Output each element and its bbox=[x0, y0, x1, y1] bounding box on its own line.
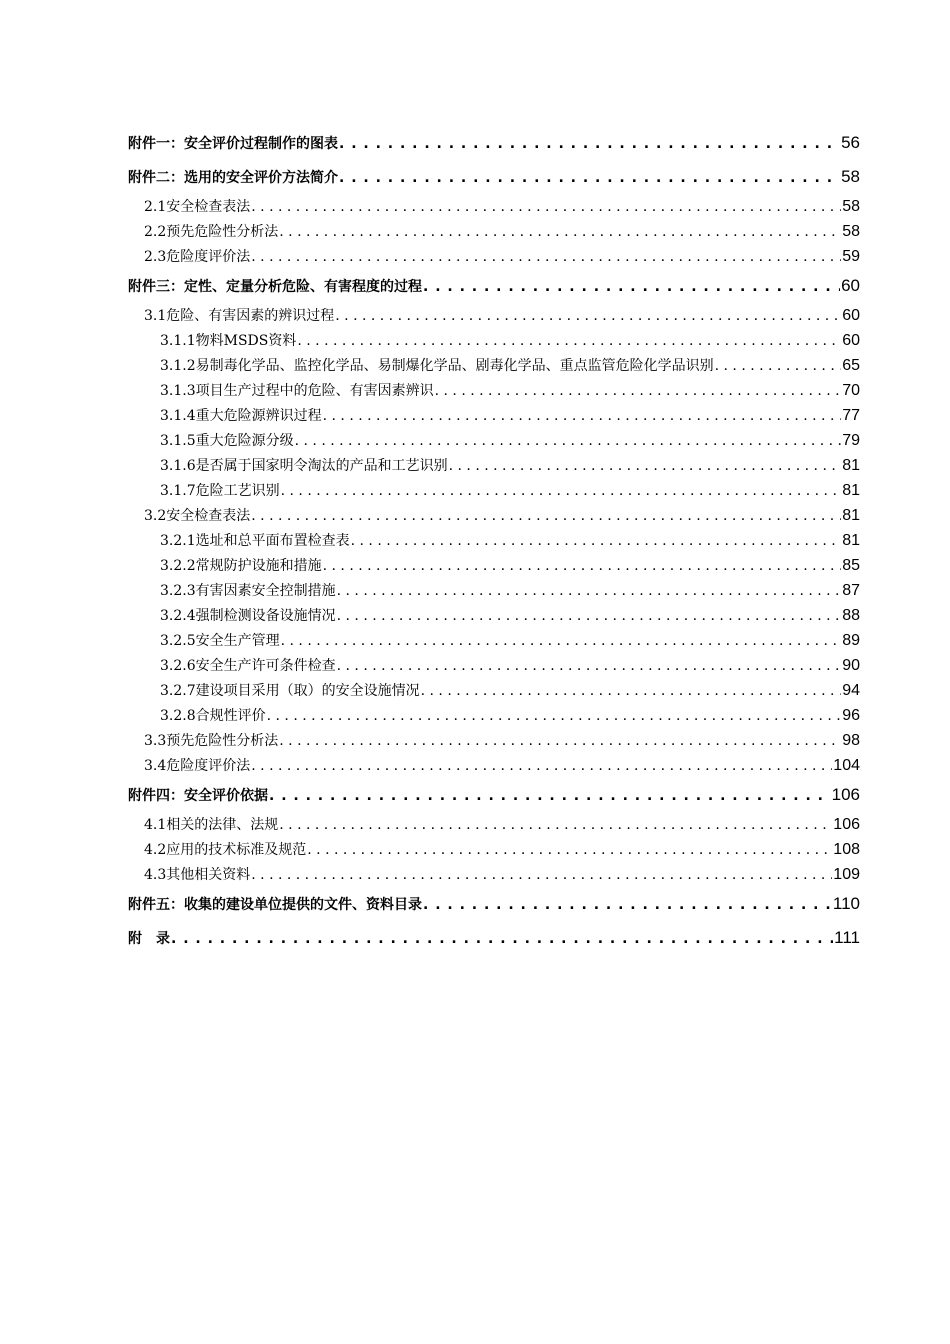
toc-entry-page-number: 94 bbox=[842, 682, 860, 699]
dot-leader bbox=[251, 863, 832, 888]
dot-leader bbox=[267, 704, 842, 729]
dot-leader bbox=[423, 270, 840, 304]
dot-leader bbox=[251, 245, 841, 270]
toc-entry-title: 3.1.5重大危险源分级 bbox=[160, 433, 294, 449]
toc-entry-page-number: 110 bbox=[832, 894, 860, 913]
toc-entry-title: 2.3危险度评价法 bbox=[144, 249, 251, 265]
toc-entry-level-1[interactable] bbox=[128, 160, 860, 194]
toc-entry-page-number: 111 bbox=[834, 928, 860, 947]
table-of-contents bbox=[128, 126, 860, 955]
toc-entry-level-2[interactable] bbox=[128, 862, 860, 887]
toc-entry-page-number: 109 bbox=[833, 866, 860, 883]
toc-entry-page-number: 58 bbox=[841, 167, 860, 186]
toc-entry-title: 3.2.1选址和总平面布置检查表 bbox=[160, 533, 350, 549]
toc-entry-page-number: 77 bbox=[842, 407, 860, 424]
toc-entry-level-3[interactable] bbox=[128, 403, 860, 428]
toc-entry-title: 3.1.3项目生产过程中的危险、有害因素辨识 bbox=[160, 383, 434, 399]
toc-entry-title: 4.2应用的技术标准及规范 bbox=[144, 842, 307, 858]
toc-entry-title: 3.1.4重大危险源辨识过程 bbox=[160, 408, 322, 424]
toc-entry-title: 3.4危险度评价法 bbox=[144, 758, 251, 774]
toc-entry-level-1[interactable] bbox=[128, 887, 860, 921]
dot-leader bbox=[337, 604, 842, 629]
toc-entry-title: 3.1.6是否属于国家明令淘汰的产品和工艺识别 bbox=[160, 458, 448, 474]
dot-leader bbox=[351, 529, 842, 554]
toc-entry-level-2[interactable] bbox=[128, 194, 860, 219]
dot-leader bbox=[337, 654, 842, 679]
dot-leader bbox=[251, 195, 841, 220]
toc-entry-page-number: 89 bbox=[842, 632, 860, 649]
toc-entry-title: 3.1.1物料MSDS资料 bbox=[160, 333, 297, 349]
toc-entry-level-1[interactable] bbox=[128, 126, 860, 160]
toc-entry-page-number: 65 bbox=[842, 357, 860, 374]
dot-leader bbox=[323, 554, 842, 579]
toc-entry-page-number: 106 bbox=[833, 816, 860, 833]
toc-entry-title: 3.1.7危险工艺识别 bbox=[160, 483, 280, 499]
toc-entry-page-number: 60 bbox=[842, 332, 860, 349]
toc-entry-title: 附 录 bbox=[128, 931, 170, 947]
toc-entry-title: 4.1相关的法律、法规 bbox=[144, 817, 279, 833]
toc-entry-level-1[interactable] bbox=[128, 269, 860, 303]
toc-entry-page-number: 79 bbox=[842, 432, 860, 449]
toc-entry-title: 附件四：安全评价依据 bbox=[128, 788, 268, 804]
toc-entry-page-number: 81 bbox=[842, 507, 860, 524]
dot-leader bbox=[295, 429, 842, 454]
toc-entry-level-3[interactable] bbox=[128, 378, 860, 403]
dot-leader bbox=[251, 754, 832, 779]
toc-entry-title: 3.2.8合规性评价 bbox=[160, 708, 266, 724]
toc-entry-page-number: 87 bbox=[842, 582, 860, 599]
toc-entry-level-3[interactable] bbox=[128, 553, 860, 578]
toc-entry-page-number: 81 bbox=[842, 482, 860, 499]
dot-leader bbox=[335, 304, 841, 329]
toc-entry-page-number: 96 bbox=[842, 707, 860, 724]
dot-leader bbox=[449, 454, 842, 479]
dot-leader bbox=[435, 379, 842, 404]
toc-entry-level-2[interactable] bbox=[128, 244, 860, 269]
toc-entry-page-number: 70 bbox=[842, 382, 860, 399]
toc-entry-level-2[interactable] bbox=[128, 728, 860, 753]
toc-entry-level-2[interactable] bbox=[128, 837, 860, 862]
toc-entry-title: 3.1.2易制毒化学品、监控化学品、易制爆化学品、剧毒化学品、重点监管危险化学品识别 bbox=[160, 358, 714, 374]
toc-entry-title: 附件一：安全评价过程制作的图表 bbox=[128, 136, 338, 152]
toc-entry-title: 3.2.7建设项目采用（取）的安全设施情况 bbox=[160, 683, 420, 699]
toc-entry-level-1[interactable] bbox=[128, 921, 860, 955]
dot-leader bbox=[339, 161, 840, 195]
toc-entry-title: 3.2安全检查表法 bbox=[144, 508, 251, 524]
toc-entry-level-3[interactable] bbox=[128, 678, 860, 703]
toc-entry-page-number: 81 bbox=[842, 532, 860, 549]
toc-entry-page-number: 90 bbox=[842, 657, 860, 674]
toc-entry-title: 附件二：选用的安全评价方法简介 bbox=[128, 170, 338, 186]
dot-leader bbox=[281, 479, 842, 504]
dot-leader bbox=[251, 504, 841, 529]
toc-entry-level-3[interactable] bbox=[128, 653, 860, 678]
toc-entry-level-3[interactable] bbox=[128, 528, 860, 553]
toc-entry-title: 3.2.6安全生产许可条件检查 bbox=[160, 658, 336, 674]
toc-entry-level-3[interactable] bbox=[128, 603, 860, 628]
dot-leader bbox=[337, 579, 842, 604]
toc-entry-level-3[interactable] bbox=[128, 428, 860, 453]
dot-leader bbox=[307, 838, 832, 863]
toc-entry-title: 附件五：收集的建设单位提供的文件、资料目录 bbox=[128, 897, 422, 913]
dot-leader bbox=[297, 329, 841, 354]
dot-leader bbox=[715, 354, 842, 379]
toc-entry-page-number: 56 bbox=[841, 133, 860, 152]
dot-leader bbox=[171, 922, 833, 956]
toc-entry-level-1[interactable] bbox=[128, 778, 860, 812]
toc-entry-page-number: 59 bbox=[842, 248, 860, 265]
toc-entry-title: 2.1安全检查表法 bbox=[144, 199, 251, 215]
toc-entry-page-number: 58 bbox=[842, 198, 860, 215]
toc-entry-level-3[interactable] bbox=[128, 478, 860, 503]
toc-entry-title: 3.2.5安全生产管理 bbox=[160, 633, 280, 649]
dot-leader bbox=[339, 127, 840, 161]
toc-entry-level-2[interactable] bbox=[128, 219, 860, 244]
toc-entry-level-2[interactable] bbox=[128, 753, 860, 778]
toc-entry-page-number: 106 bbox=[831, 785, 860, 804]
toc-entry-page-number: 88 bbox=[842, 607, 860, 624]
toc-entry-level-3[interactable] bbox=[128, 453, 860, 478]
dot-leader bbox=[279, 729, 841, 754]
toc-entry-title: 4.3其他相关资料 bbox=[144, 867, 251, 883]
toc-entry-level-2[interactable] bbox=[128, 503, 860, 528]
toc-entry-title: 3.2.4强制检测设备设施情况 bbox=[160, 608, 336, 624]
toc-entry-level-3[interactable] bbox=[128, 628, 860, 653]
toc-entry-level-2[interactable] bbox=[128, 303, 860, 328]
toc-entry-page-number: 60 bbox=[842, 307, 860, 324]
toc-entry-title: 2.2预先危险性分析法 bbox=[144, 224, 279, 240]
toc-entry-page-number: 60 bbox=[841, 276, 860, 295]
toc-entry-page-number: 104 bbox=[833, 757, 860, 774]
toc-entry-title: 3.2.3有害因素安全控制措施 bbox=[160, 583, 336, 599]
toc-entry-title: 3.2.2常规防护设施和措施 bbox=[160, 558, 322, 574]
toc-entry-page-number: 98 bbox=[842, 732, 860, 749]
toc-entry-level-3[interactable] bbox=[128, 578, 860, 603]
dot-leader bbox=[323, 404, 842, 429]
toc-entry-page-number: 58 bbox=[842, 223, 860, 240]
toc-entry-level-2[interactable] bbox=[128, 812, 860, 837]
toc-entry-page-number: 85 bbox=[842, 557, 860, 574]
toc-entry-level-3[interactable] bbox=[128, 353, 860, 378]
toc-entry-title: 附件三：定性、定量分析危险、有害程度的过程 bbox=[128, 279, 422, 295]
toc-entry-level-3[interactable] bbox=[128, 328, 860, 353]
toc-entry-level-3[interactable] bbox=[128, 703, 860, 728]
toc-entry-title: 3.1危险、有害因素的辨识过程 bbox=[144, 308, 335, 324]
dot-leader bbox=[281, 629, 842, 654]
dot-leader bbox=[269, 779, 831, 813]
toc-entry-title: 3.3预先危险性分析法 bbox=[144, 733, 279, 749]
dot-leader bbox=[421, 679, 842, 704]
dot-leader bbox=[279, 220, 841, 245]
dot-leader bbox=[279, 813, 832, 838]
toc-entry-page-number: 81 bbox=[842, 457, 860, 474]
toc-entry-page-number: 108 bbox=[833, 841, 860, 858]
dot-leader bbox=[423, 888, 832, 922]
